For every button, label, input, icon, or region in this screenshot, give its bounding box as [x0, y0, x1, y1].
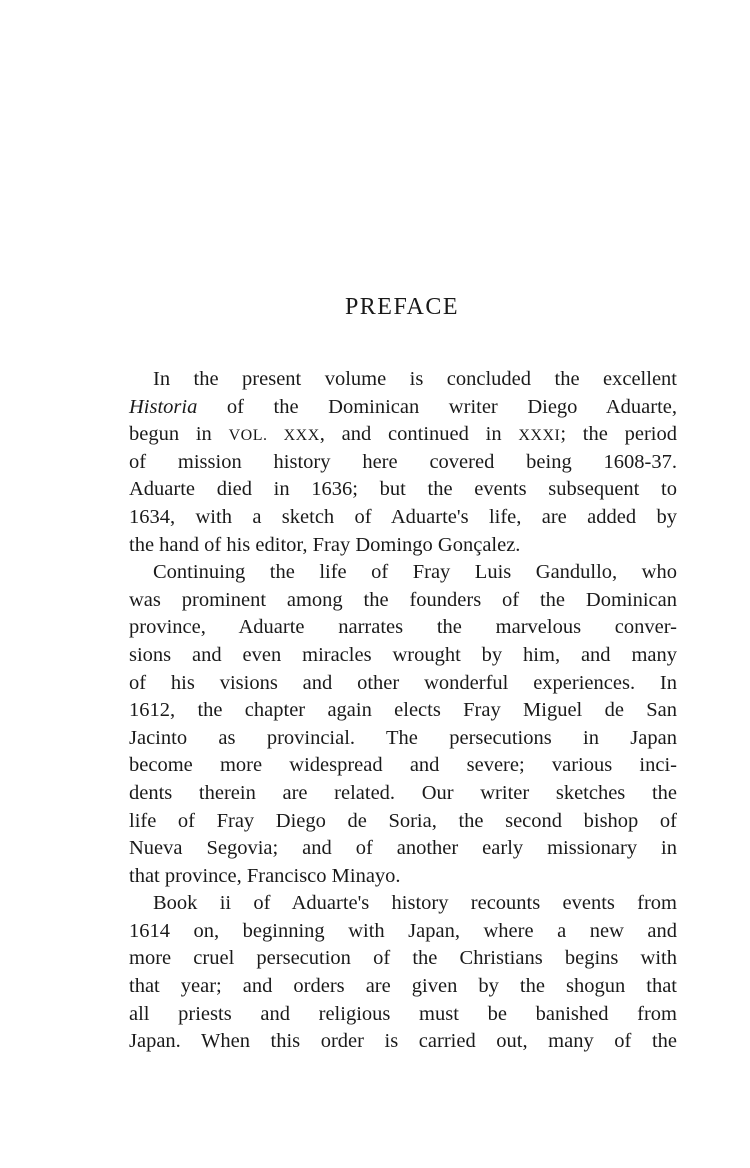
- body-text: [129, 366, 677, 1056]
- text-line: the hand of his editor, Fray Domingo Gonçalez.: [129, 533, 521, 556]
- text-fragment: of the Dominican writer Diego Aduarte,: [197, 395, 677, 418]
- volume-ref: XXXI: [518, 427, 561, 445]
- text-line: all priests and religious must be banished from: [129, 1002, 677, 1025]
- text-line: Continuing the life of Fray Luis Gandullo, who: [153, 561, 677, 584]
- paragraph-3: [129, 890, 677, 1056]
- text-line: that year; and orders are given by the shogun that: [129, 975, 677, 998]
- text-line: Book ii of Aduarte's history recounts events from: [153, 892, 677, 915]
- text-line: 1614 on, beginning with Japan, where a new and: [129, 919, 677, 942]
- text-line: 1634, with a sketch of Aduarte's life, are added by: [129, 505, 677, 528]
- paragraph-2: [129, 559, 677, 890]
- text-line: Japan. When this order is carried out, many of the: [129, 1030, 677, 1053]
- text-line: Nueva Segovia; and of another early missionary in: [129, 837, 677, 860]
- text-line: become more widespread and severe; various inci-: [129, 754, 677, 777]
- text-line: Aduarte died in 1636; but the events subsequent to: [129, 478, 677, 501]
- page-title: PREFACE: [344, 294, 460, 320]
- text-line: of his visions and other wonderful experiences. In: [129, 671, 677, 694]
- paragraph-1: [129, 366, 677, 559]
- text-fragment: ; the period: [560, 423, 677, 446]
- text-line: In the present volume is concluded the excellent: [153, 368, 677, 390]
- text-line: province, Aduarte narrates the marvelous conver-: [129, 616, 677, 639]
- text-line: [129, 421, 677, 449]
- text-line: that province, Francisco Minayo.: [129, 864, 401, 887]
- text-fragment: begun in: [129, 423, 229, 446]
- text-line: Jacinto as provincial. The persecutions in Japan: [129, 726, 677, 749]
- text-line: [129, 394, 677, 422]
- text-line: life of Fray Diego de Soria, the second bishop of: [129, 809, 677, 832]
- text-line: more cruel persecution of the Christians begins with: [129, 947, 677, 970]
- volume-ref: VOL. XXX: [228, 427, 320, 445]
- historia-title: Historia: [129, 395, 198, 418]
- text-line: 1612, the chapter again elects Fray Miguel de San: [129, 699, 677, 722]
- text-line: of mission history here covered being 1608-37.: [129, 450, 677, 473]
- text-line: was prominent among the founders of the Dominican: [129, 588, 677, 611]
- text-line: dents therein are related. Our writer sketches the: [129, 781, 677, 804]
- text-fragment: , and continued in: [319, 423, 519, 446]
- text-line: sions and even miracles wrought by him, and many: [129, 643, 677, 666]
